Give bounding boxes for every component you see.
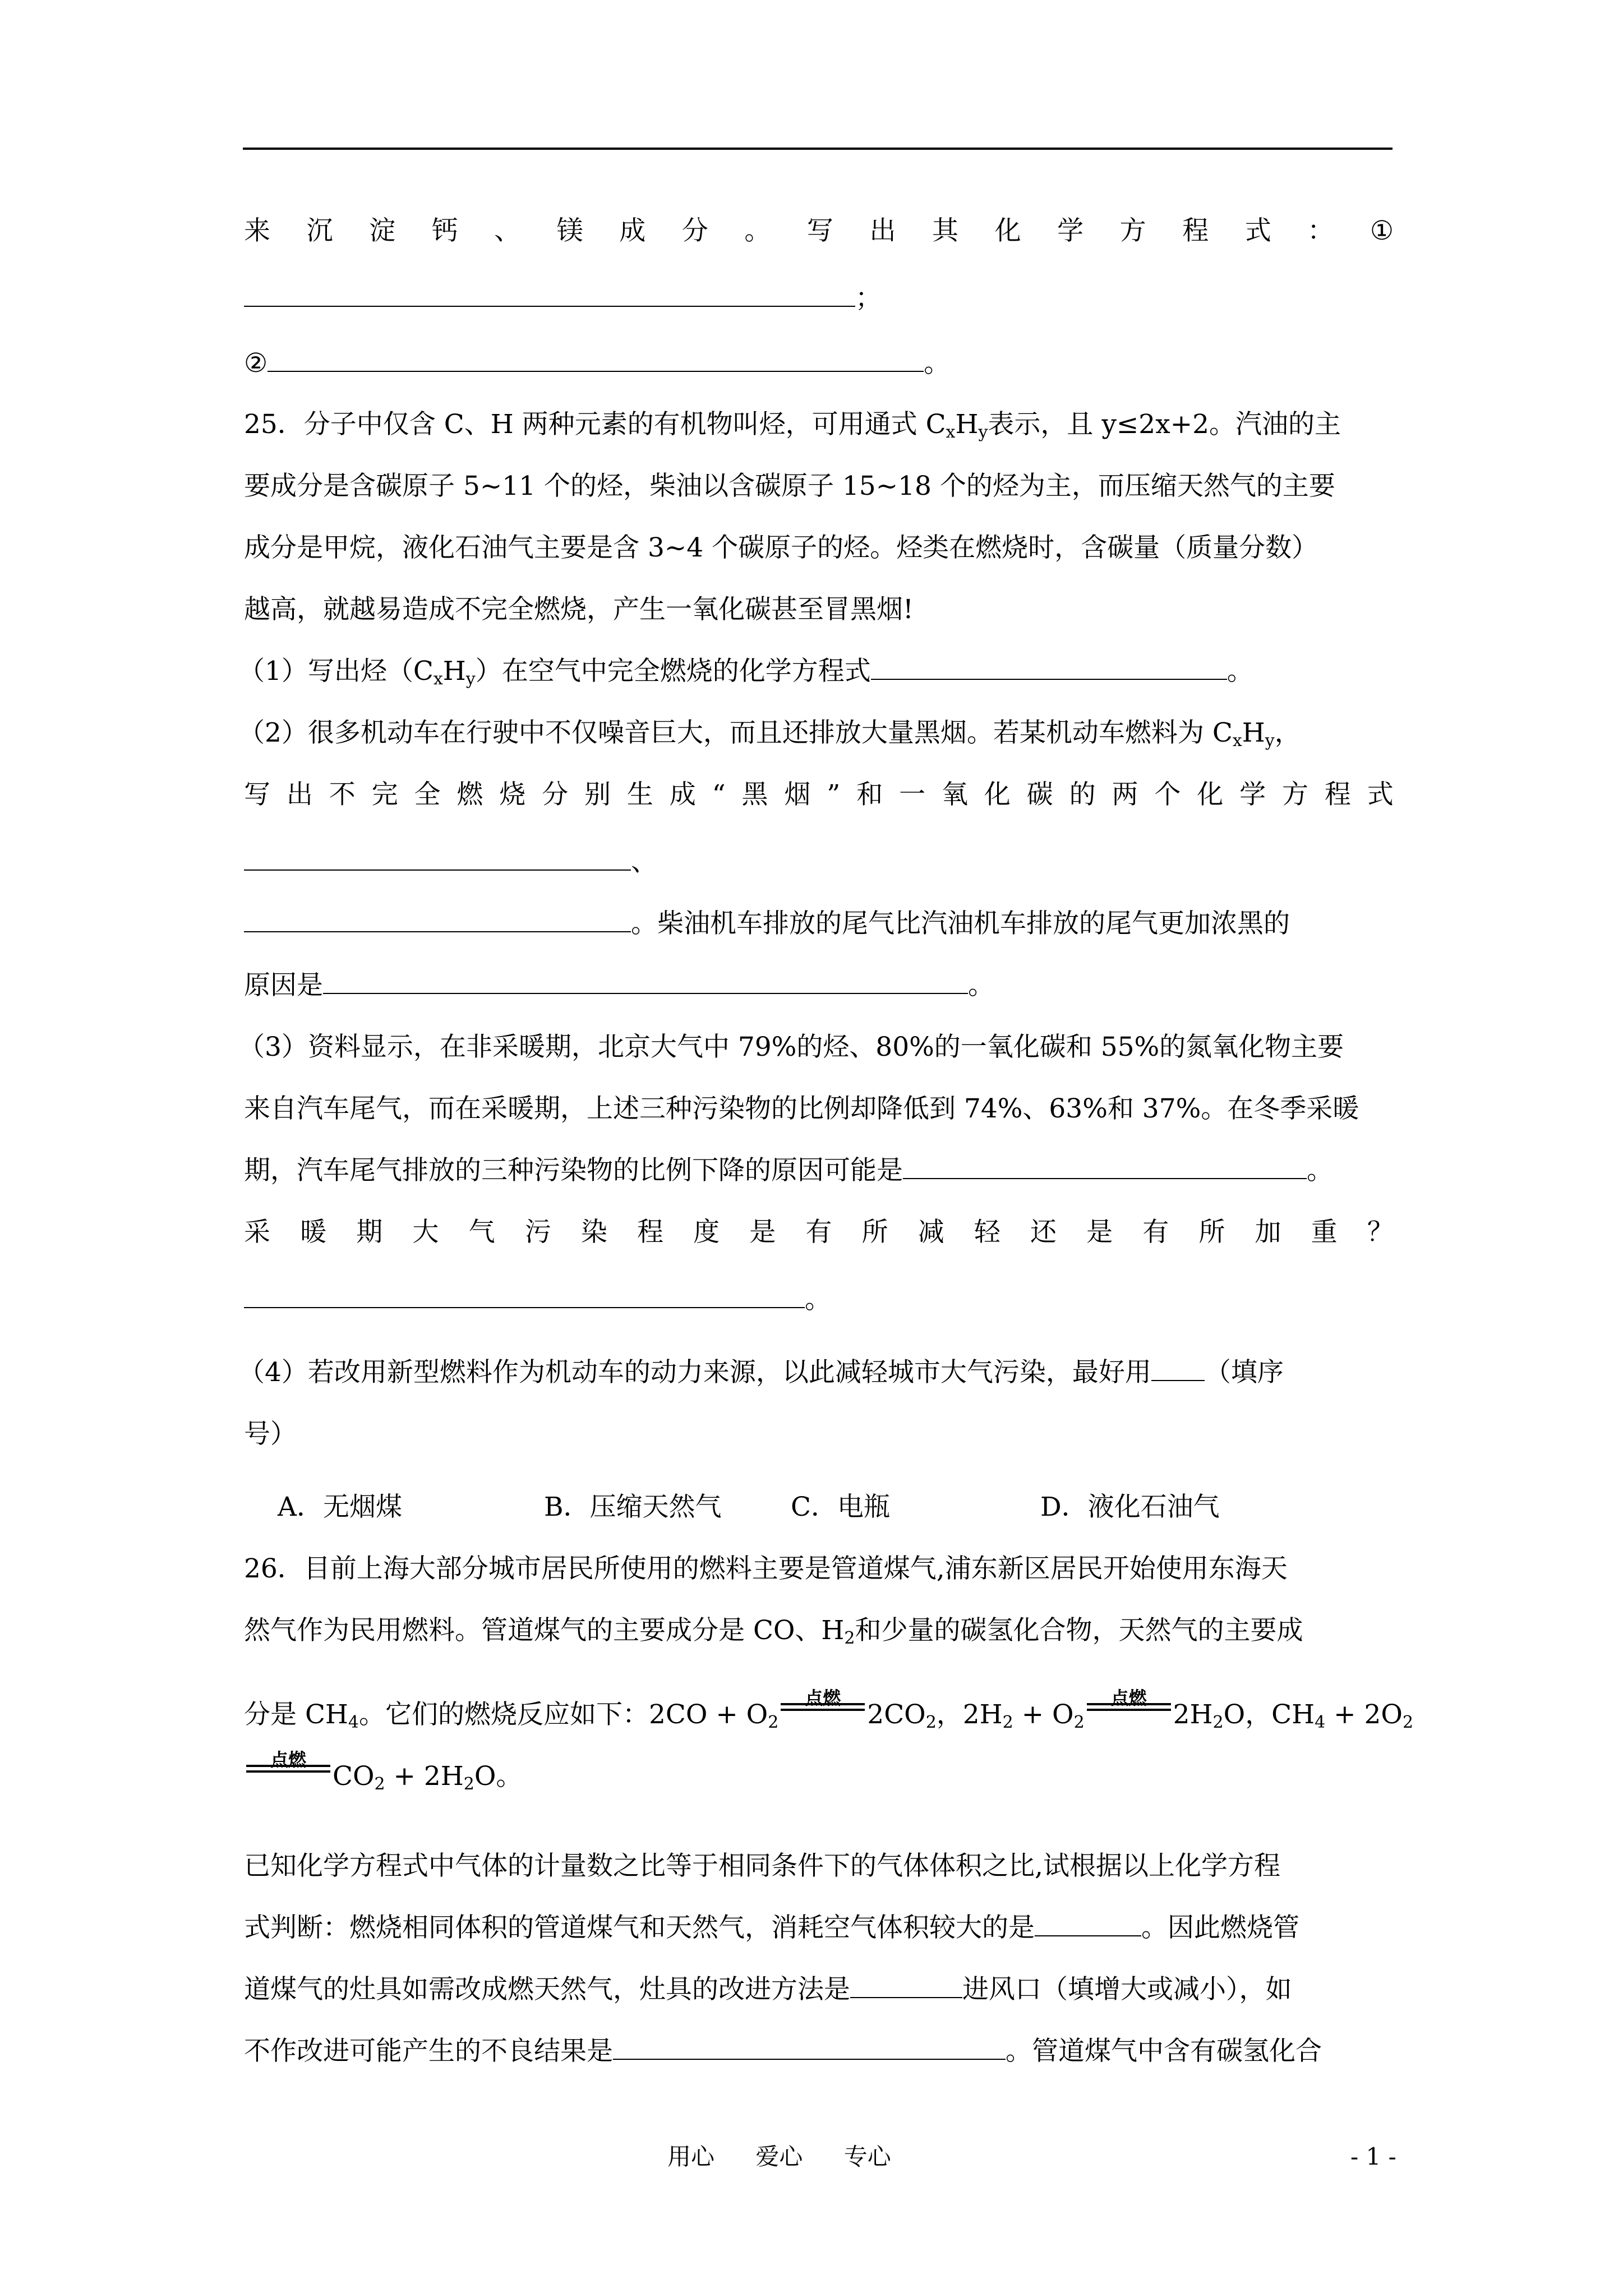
text: 2H <box>1173 1699 1213 1730</box>
text: 进风口（填增大或减小），如 <box>962 1974 1292 2005</box>
text: 、 <box>631 846 657 877</box>
q26-line-5: 已知化学方程式中气体的计量数之比等于相同条件下的气体体积之比,试根据以上化学方程 <box>244 1851 1280 1881</box>
text: H <box>955 409 979 440</box>
text: O。 <box>474 1761 523 1792</box>
char: 学 <box>1057 215 1084 246</box>
char: 其 <box>932 215 959 246</box>
condition-label: 点燃 <box>1110 1687 1147 1709</box>
sub-question-1 <box>238 652 1388 691</box>
option-d[interactable]: D．液化石油气 <box>1040 1492 1220 1522</box>
subscript: 2 <box>1212 1713 1224 1732</box>
char: 成 <box>669 779 696 810</box>
sub-question-3-line-5 <box>244 1280 1394 1319</box>
char: “ <box>712 779 726 810</box>
text: CO <box>884 1699 926 1730</box>
char: 个 <box>1154 779 1181 810</box>
char: 还 <box>1030 1217 1057 1248</box>
text: + 2O <box>1325 1699 1403 1730</box>
char: 成 <box>619 215 646 246</box>
char: 的 <box>1069 779 1096 810</box>
double-line <box>246 1765 330 1773</box>
char: 出 <box>869 215 896 246</box>
text: （4）若改用新型燃料作为机动车的动力来源，以此减轻城市大气污染，最好用 <box>238 1357 1151 1388</box>
text: （1）写出烃（C <box>238 656 434 687</box>
char: 烧 <box>499 779 526 810</box>
char: 化 <box>1197 779 1224 810</box>
answer-blank[interactable] <box>850 1971 962 1998</box>
char: ： <box>1307 215 1334 246</box>
answer-blank[interactable] <box>1151 1354 1205 1381</box>
char: 方 <box>1281 779 1308 810</box>
option-a[interactable]: A．无烟煤 <box>278 1492 402 1522</box>
text: ； <box>855 283 882 314</box>
text: 。 <box>1227 656 1253 687</box>
text: + 2H <box>385 1761 464 1792</box>
subscript: 2 <box>768 1713 779 1732</box>
answer-blank[interactable] <box>244 1281 805 1308</box>
sub-question-3-line-2: 来自汽车尾气，而在采暖期，上述三种污染物的比例却降低到 74%、63%和 37%。在冬季采暖 <box>244 1093 1359 1124</box>
char: 不 <box>329 779 356 810</box>
subscript: 2 <box>463 1774 474 1794</box>
sub-question-4-line-1 <box>238 1353 1388 1392</box>
text: 。管道煤气中含有碳氢化合 <box>1006 2036 1322 2067</box>
char: 方 <box>1119 215 1146 246</box>
sub-question-3-line-3 <box>244 1151 1394 1190</box>
char: 分 <box>681 215 708 246</box>
char: 化 <box>984 779 1011 810</box>
q26-line-6 <box>244 1908 1394 1948</box>
char: 钙 <box>431 215 458 246</box>
line-1 <box>244 211 1394 251</box>
answer-blank[interactable] <box>244 280 855 307</box>
char: 镁 <box>556 215 583 246</box>
q25-line-3: 成分是甲烷，液化石油气主要是含 3~4 个碳原子的烃。烃类在燃烧时，含碳量（质量分数） <box>244 532 1318 563</box>
char: 有 <box>805 1217 832 1248</box>
answer-blank[interactable] <box>613 2033 1006 2060</box>
answer-blank[interactable] <box>323 967 968 994</box>
sub-question-2-line-3 <box>244 843 1394 882</box>
subscript: 4 <box>1315 1713 1326 1732</box>
answer-blank[interactable] <box>244 844 631 871</box>
char: 减 <box>917 1217 944 1248</box>
text: 。 <box>1307 1155 1333 1186</box>
q25-line-2: 要成分是含碳原子 5~11 个的烃，柴油以含碳原子 15~18 个的烃为主，而压缩天然气的主要 <box>244 471 1335 501</box>
text: 表示，且 y≤2x+2。汽油的主 <box>988 409 1341 440</box>
subscript: 2 <box>925 1713 937 1732</box>
char: 别 <box>584 779 611 810</box>
subscript: 2 <box>844 1628 855 1648</box>
text: （2）很多机动车在行驶中不仅噪音巨大，而且还排放大量黑烟。若某机动车燃料为 C <box>238 717 1233 748</box>
line-3 <box>244 344 1394 383</box>
char: 。 <box>744 215 771 246</box>
char: 有 <box>1142 1217 1169 1248</box>
char: 重 <box>1311 1217 1338 1248</box>
char: 烟 <box>784 779 811 810</box>
subscript: y <box>465 669 476 689</box>
char: 出 <box>286 779 313 810</box>
char: 轻 <box>974 1217 1000 1248</box>
char: 完 <box>371 779 398 810</box>
subscript: 2 <box>1002 1713 1013 1732</box>
subscript: x <box>946 422 956 442</box>
answer-blank[interactable] <box>268 345 924 372</box>
sub-question-4-line-2: 号） <box>244 1419 297 1450</box>
text: 分是 CH <box>244 1699 348 1730</box>
double-line <box>1087 1703 1171 1711</box>
char: 来 <box>244 215 270 246</box>
char: 式 <box>1244 215 1271 246</box>
q26-line-7 <box>244 1970 1394 2009</box>
char: ① <box>1370 215 1394 246</box>
char: 度 <box>693 1217 720 1248</box>
q26-line-8 <box>244 2032 1394 2071</box>
reaction-arrow <box>246 1751 330 1785</box>
char: 程 <box>1324 779 1351 810</box>
answer-blank[interactable] <box>244 905 631 932</box>
char: 氧 <box>941 779 968 810</box>
text: 期，汽车尾气排放的三种污染物的比例下降的原因可能是 <box>244 1155 903 1186</box>
text: + O <box>1013 1699 1074 1730</box>
text: 。它们的燃烧反应如下：2CO + O <box>358 1699 768 1730</box>
text: ）在空气中完全燃烧的化学方程式 <box>475 656 871 687</box>
text: ，2H <box>936 1699 1003 1730</box>
char: 两 <box>1112 779 1138 810</box>
char: 一 <box>899 779 926 810</box>
q25-line-4: 越高，就越易造成不完全燃烧，产生一氧化碳甚至冒黑烟! <box>244 594 914 625</box>
sub-question-2-line-2 <box>244 775 1394 815</box>
char: 程 <box>1182 215 1209 246</box>
char: 学 <box>1239 779 1266 810</box>
q26-line-4 <box>244 1751 1394 1796</box>
text: 。因此燃烧管 <box>1141 1912 1299 1943</box>
char: ” <box>827 779 841 810</box>
option-b[interactable]: B．压缩天然气 <box>544 1492 722 1522</box>
sub-question-3-line-1: （3）资料显示，在非采暖期，北京大气中 79%的烃、80%的一氧化碳和 55%的氮氧化物主要 <box>238 1032 1344 1062</box>
text: H <box>1242 717 1265 748</box>
q26-line-3: 分是 $CH_4$。它们的燃烧反应如下：$2CO + O_2$ 点燃 $2CO_2$，$2H_2 + O_2$ 点燃 $2H_2O$，$CH_4 + 2O_2$ <box>244 1690 1394 1734</box>
sub-question-2-line-4 <box>244 904 1394 944</box>
char: 、 <box>494 215 521 246</box>
char: 写 <box>806 215 833 246</box>
char: 写 <box>244 779 270 810</box>
condition-label: 点燃 <box>270 1749 306 1770</box>
char: 生 <box>626 779 653 810</box>
text: H <box>442 656 466 687</box>
char: 全 <box>414 779 441 810</box>
q26-line-1: 26．目前上海大部分城市居民所使用的燃料主要是管道煤气,浦东新区居民开始使用东海天 <box>244 1553 1288 1584</box>
text: 原因是 <box>244 970 323 1001</box>
reaction-arrow <box>1087 1687 1171 1723</box>
subscript: y <box>978 422 988 442</box>
sub-question-2-line-5 <box>244 966 1394 1005</box>
text: 。 <box>968 970 994 1001</box>
char: 淀 <box>369 215 396 246</box>
page-number: - 1 - <box>1350 2143 1396 2170</box>
answer-blank[interactable] <box>871 653 1227 680</box>
char: 式 <box>1367 779 1394 810</box>
subscript: x <box>1232 731 1242 751</box>
option-c[interactable]: C．电瓶 <box>791 1492 890 1522</box>
text: 道煤气的灶具如需改成燃天然气，灶具的改进方法是 <box>244 1974 850 2005</box>
sub-question-2-line-1: （2）很多机动车在行驶中不仅噪音巨大，而且还排放大量黑烟。若某机动车燃料为 $C_xH_y$， <box>238 717 1301 751</box>
text: ，CH <box>1245 1699 1315 1730</box>
char: ？ <box>1367 1217 1394 1248</box>
char: 所 <box>861 1217 888 1248</box>
text: 。 <box>805 1284 831 1315</box>
subscript: 2 <box>1402 1713 1414 1732</box>
text: 。柴油机车排放的尾气比汽油机车排放的尾气更加浓黑的 <box>631 908 1290 939</box>
char: 碳 <box>1026 779 1053 810</box>
sub-question-3-line-4 <box>244 1213 1394 1252</box>
q25-line-1 <box>244 405 1394 444</box>
text: 。 <box>924 348 951 379</box>
char: 大 <box>412 1217 439 1248</box>
text: 式判断：燃烧相同体积的管道煤气和天然气，消耗空气体积较大的是 <box>244 1912 1035 1943</box>
header-rule <box>243 148 1393 150</box>
char: 沉 <box>306 215 333 246</box>
text: 25．分子中仅含 C、H 两种元素的有机物叫烃，可用通式 C <box>244 409 946 440</box>
text: 不作改进可能产生的不良结果是 <box>244 2036 613 2067</box>
char: 程 <box>637 1217 663 1248</box>
char: 和 <box>856 779 883 810</box>
subscript: y <box>1265 731 1275 751</box>
answer-blank[interactable] <box>1035 1910 1141 1936</box>
subscript: 4 <box>348 1713 359 1732</box>
char: 加 <box>1255 1217 1281 1248</box>
double-line <box>781 1703 865 1711</box>
char: 染 <box>580 1217 607 1248</box>
char: 污 <box>524 1217 551 1248</box>
char: 分 <box>542 779 569 810</box>
subscript: 2 <box>1073 1713 1085 1732</box>
char: 所 <box>1198 1217 1225 1248</box>
subscript: x <box>433 669 443 689</box>
text: （填序 <box>1204 1357 1284 1388</box>
text: CO <box>333 1761 375 1792</box>
char: 黑 <box>741 779 768 810</box>
line-2 <box>244 279 1394 318</box>
subscript: 2 <box>374 1774 385 1794</box>
char: 期 <box>356 1217 383 1248</box>
text: O <box>1223 1699 1246 1730</box>
text: ② <box>244 348 268 379</box>
char: 是 <box>749 1217 776 1248</box>
q26-line-2 <box>244 1611 1394 1650</box>
condition-label: 点燃 <box>805 1687 841 1709</box>
char: 暖 <box>300 1217 327 1248</box>
char: 是 <box>1086 1217 1113 1248</box>
char: 燃 <box>457 779 483 810</box>
char: 采 <box>244 1217 270 1248</box>
reaction-arrow <box>781 1687 865 1723</box>
char: 化 <box>994 215 1021 246</box>
text: 和少量的碳氢化合物，天然气的主要成 <box>855 1615 1303 1646</box>
char: 气 <box>468 1217 495 1248</box>
text: 然气作为民用燃料。管道煤气的主要成分是 CO、H <box>244 1615 845 1646</box>
footer-motto: 用心 爱心 专心 <box>667 2143 891 2170</box>
answer-blank[interactable] <box>903 1152 1307 1179</box>
